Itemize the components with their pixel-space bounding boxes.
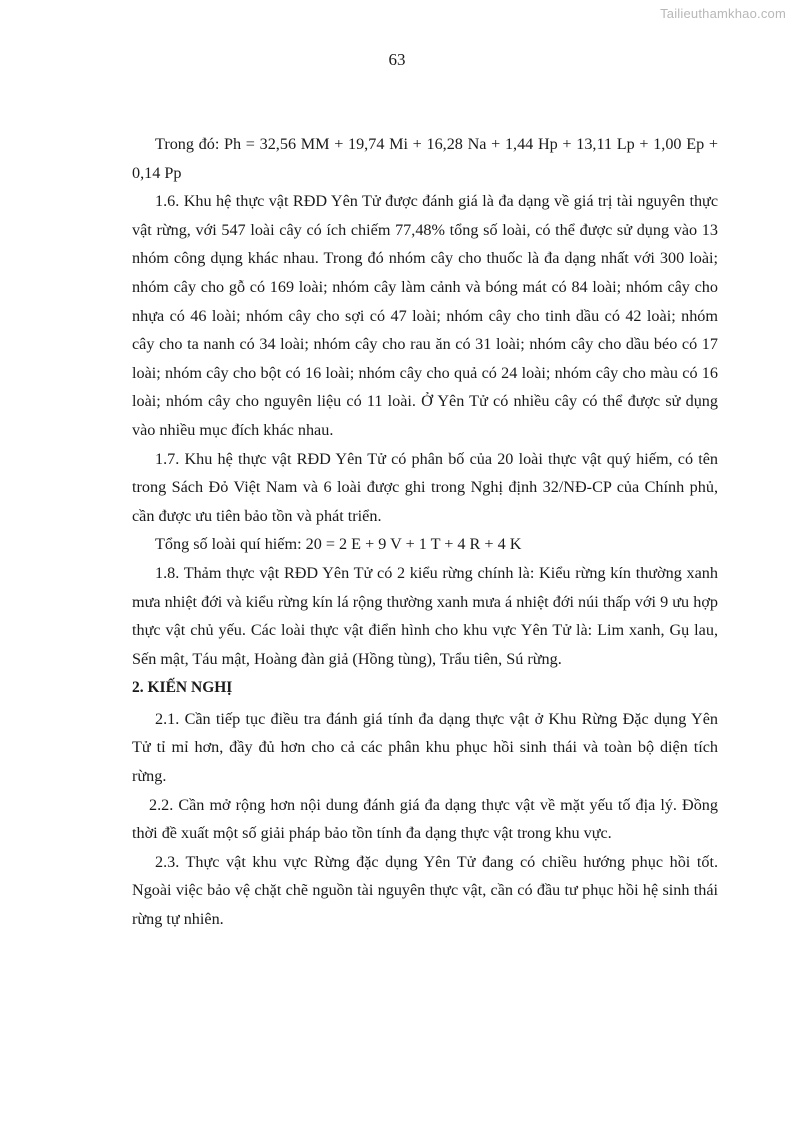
paragraph-1-7: 1.7. Khu hệ thực vật RĐD Yên Tử có phân bố của 20 loài thực vật quý hiếm, có tên trong Sách Đỏ Việt Nam và 6 loài được ghi trong Nghị định 32/NĐ-CP của Chính phủ, cần được ưu tiên bảo tồn và phát triển. bbox=[132, 449, 718, 525]
paragraph-2-2: 2.2. Cần mở rộng hơn nội dung đánh giá đa dạng thực vật về mặt yếu tố địa lý. Đồng thời đề xuất một số giải pháp bảo tồn tính đa dạng thực vật trong khu vực. bbox=[132, 795, 718, 843]
section-heading-recommendations: 2. KIẾN NGHỊ bbox=[132, 679, 233, 697]
paragraph-1-6: 1.6. Khu hệ thực vật RĐD Yên Tử được đánh giá là đa dạng về giá trị tài nguyên thực vật rừng, với 547 loài cây có ích chiếm 77,48% tổng số loài, có thể được sử dụng vào 13 nhóm công dụng khác nhau. Trong đó nhóm cây cho thuốc là đa dạng nhất với 300 loài; nhóm cây cho gỗ có 169 loài; nhóm cây làm cảnh và bóng mát có 84 loài; nhóm cây cho nhựa có 46 loài; nhóm cây cho sợi có 47 loài; nhóm cây cho tinh dầu có 42 loài; nhóm cây cho ta nanh có 34 loài; nhóm cây cho rau ăn có 31 loài; nhóm cây cho dầu béo có 17 loài; nhóm cây cho bột có 16 loài; nhóm cây cho quả có 24 loài; nhóm cây cho màu có 16 loài; nhóm cây cho nguyên liệu có 11 loài. Ở Yên Tử có nhiều cây có thể được sử dụng vào nhiều mục đích khác nhau. bbox=[132, 192, 718, 439]
page-number: 63 bbox=[388, 50, 406, 69]
paragraph-rare-species-formula: Tổng số loài quí hiếm: 20 = 2 E + 9 V + 1 T + 4 R + 4 K bbox=[155, 535, 522, 554]
watermark-text: Tailieuthamkhao.com bbox=[660, 6, 786, 21]
document-body bbox=[132, 130, 718, 934]
paragraph-2-3: 2.3. Thực vật khu vực Rừng đặc dụng Yên Tử đang có chiều hướng phục hồi tốt. Ngoài việc bảo vệ chặt chẽ nguồn tài nguyên thực vật, cần có đầu tư phục hồi hệ sinh thái rừng tự nhiên. bbox=[132, 852, 718, 929]
paragraph-2-1: 2.1. Cần tiếp tục điều tra đánh giá tính đa dạng thực vật ở Khu Rừng Đặc dụng Yên Tử tỉ mỉ hơn, đầy đủ hơn cho cả các phân khu phục hồi sinh thái và toàn bộ diện tích rừng. bbox=[132, 709, 718, 786]
paragraph-formula-ph: Trong đó: Ph = 32,56 MM + 19,74 Mi + 16,28 Na + 1,44 Hp + 13,11 Lp + 1,00 Ep + 0,14 Pp bbox=[132, 135, 718, 182]
paragraph-1-8: 1.8. Thảm thực vật RĐD Yên Tử có 2 kiểu rừng chính là: Kiểu rừng kín thường xanh mưa nhiệt đới và kiểu rừng kín lá rộng thường xanh mưa á nhiệt đới núi thấp với 9 ưu hợp thực vật chủ yếu. Các loài thực vật điển hình cho khu vực Yên Tử là: Lim xanh, Gụ lau, Sến mật, Táu mật, Hoàng đàn giả (Hồng tùng), Trẩu tiên, Sú rừng. bbox=[132, 563, 718, 668]
